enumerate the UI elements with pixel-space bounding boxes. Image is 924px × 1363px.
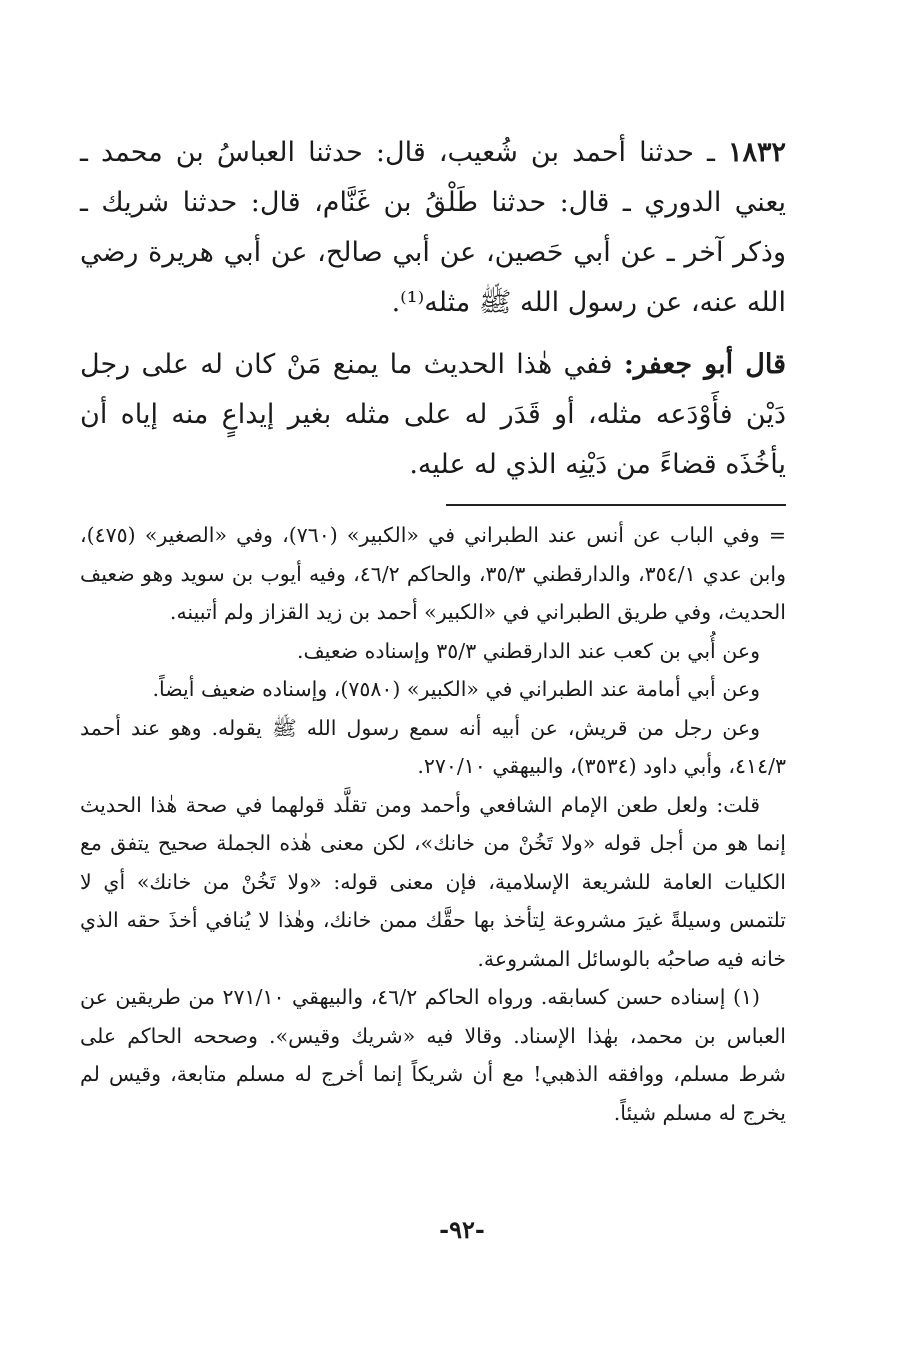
footnote-paragraph: وعن أُبي بن كعب عند الدارقطني ٣٥/٣ وإسناده ضعيف. (296, 638, 760, 663)
footnote-paragraph: = وفي الباب عن أنس عند الطبراني في «الكبير» (٧٦٠)، وفي «الصغير» (٤٧٥)، وابن عدي ٣٥٤/١، والدارقطني ٣٥/٣، والحاكم ٤٦/٢، وفيه أيوب بن سويد وهو ضعيف الحديث، وفي طريق الطبراني في «الكبير» أحمد بن زيد القزاز ولم أتبينه. (80, 523, 787, 624)
commentary-paragraph (80, 340, 786, 490)
footnote-paragraph: قلت: ولعل طعن الإمام الشافعي وأحمد ومن تقلَّد قولهما في صحة هٰذا الحديث إنما هو من أجل قوله «ولا تَخُنْ من خانك»، لكن معنى هٰذه الجملة صحيح يتفق مع الكليات العامة للشريعة الإسلامية، فإن معنى قوله: «ولا تَخُنْ من خانك» أي لا تلتمس وسيلةً غيرَ مشروعة لِتأخذ بها حقَّك ممن خانك، وهٰذا لا يُنافي أخذَ حقه الذي خانه فيه صاحبُه بالوسائل المشروعة. (80, 792, 786, 971)
commentary-text: ففي هٰذا الحديث ما يمنع مَنْ كان له على رجل دَيْن فأَوْدَعه مثله، أو قَدَر له على مثله بغير إيداعٍ منه إياه أن يأخُذَه قضاءً من دَيْنِه الذي له عليه. (80, 349, 786, 480)
main-text (80, 128, 786, 490)
hadith-paragraph (80, 128, 786, 328)
footnotes (80, 516, 786, 1132)
hadith-number: ١٨٣٢ (727, 137, 786, 168)
footnote-paragraph: (١) إسناده حسن كسابقه. ورواه الحاكم ٤٦/٢، والبيهقي ٢٧١/١٠ من طريقين عن العباس بن محمد، بهٰذا الإسناد. وقالا فيه «شريك وقيس». وصححه الحاكم على شرط مسلم، ووافقه الذهبي! مع أن شريكاً إنما أخرج له مسلم متابعة، وقيس لم يخرج له مسلم شيئاً. (80, 985, 786, 1125)
commentary-lead: قال أبو جعفر: (623, 349, 786, 380)
hadith-text: ـ حدثنا أحمد بن شُعيب، قال: حدثنا العباسُ بن محمد ـ يعني الدوري ـ قال: حدثنا طَلْقُ بن غَنَّام، قال: حدثنا شريك ـ وذكر آخر ـ عن أبي حَصين، عن أبي صالح، عن أبي هريرة رضي الله عنه، عن رسول الله ﷺ مثله⁽¹⁾. (80, 137, 786, 318)
page-number: -٩٢- (439, 1215, 485, 1244)
footnote-paragraph: وعن أبي أمامة عند الطبراني في «الكبير» (٧٥٨٠)، وإسناده ضعيف أيضاً. (152, 677, 760, 701)
footnote-divider (446, 504, 786, 506)
page-body (80, 128, 786, 1132)
footnote-paragraph: وعن رجل من قريش، عن أبيه أنه سمع رسول الله ﷺ يقوله. وهو عند أحمد ٤١٤/٣، وأبي داود (٣٥٣٤)، والبيهقي ٢٧٠/١٠. (80, 715, 786, 778)
